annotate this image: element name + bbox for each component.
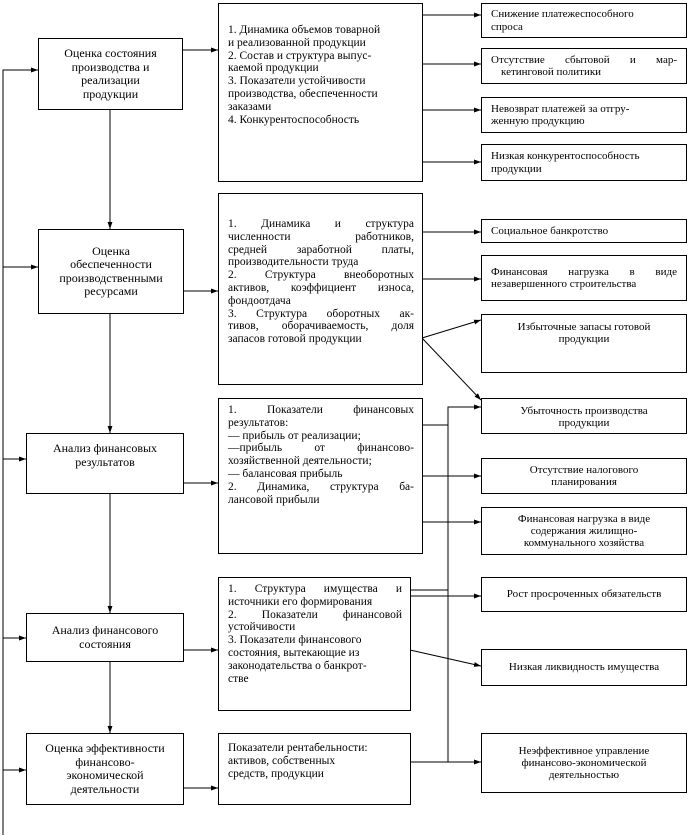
problem-text: Рост просроченных обязательств [506,588,662,601]
indicator-line: хозяйственной деятельности; [228,455,372,468]
problem-text: Убыточность производства продукции [520,405,648,430]
indicators-production-sales [218,3,423,182]
indicator-line: активов, собственных [228,754,336,767]
indicator-line: запасов готовой продукции [228,333,362,346]
indicator-line: 3. Структура оборотных ак- [228,307,414,320]
indicator-line: законодательства о банкрот- [228,659,367,672]
indicator-line: численности работников, [228,230,414,243]
stage-text: Оценка эффективности финансово- экономической деятельности [45,741,165,796]
problem-excess-inventory [481,314,687,373]
stage-resources [38,229,184,314]
problem-text: Снижение платежеспособного спроса [491,8,634,33]
problem-text: Невозврат платежей за отгру- женную продукцию [491,102,630,127]
indicator-line: —прибыль от финансово- [228,442,414,455]
problem-loss-making [481,398,687,434]
link-arrow-i2-p7 [422,320,481,338]
problem-unfinished-construction [481,255,687,301]
indicator-line: производства, обеспеченности [228,87,378,100]
indicators-profitability [218,733,411,805]
problem-payment-default [481,97,687,133]
indicator-line: — балансовая прибыль [228,467,343,480]
indicator-line: состояния, вытекающие из [228,646,360,659]
problem-social-bankruptcy [481,219,687,243]
indicator-line: тивов, оборачиваемость, доля [228,320,414,333]
indicator-line: 2. Динамика, структура ба- [228,480,414,493]
indicators-resources [218,193,423,385]
problem-housing-burden [481,507,687,555]
indicator-line: 2. Структура внеоборотных [228,269,414,282]
indicator-line: 1. Показатели финансовых [228,404,414,416]
problem-text: Низкая ликвидность имущества [508,661,660,674]
indicator-line: 1. Динамика объемов товарной [228,24,381,36]
stage-production-sales [38,38,183,110]
indicator-line: средней заработной платы, [228,243,414,256]
problem-no-marketing [481,48,687,84]
stage-text: Оценка обеспеченности производственными ресурсами [59,243,163,298]
indicator-line: Показатели рентабельности: [228,742,368,754]
indicator-line: и реализованной продукции [228,36,366,49]
problem-low-liquidity [481,649,687,686]
problem-text: Социальное банкротство [491,224,609,237]
indicator-line: — прибыль от реализации; [228,429,361,442]
indicator-line: активов, коэффициент износа, [228,281,414,294]
problem-overdue-obligations [481,577,687,612]
indicator-line: средств, продукции [228,767,324,780]
indicator-line: фондоотдача [228,294,291,307]
link-arrow-i4-p12 [410,650,481,666]
indicator-line: 2. Состав и структура выпус- [228,49,372,62]
indicator-line: 3. Показатели устойчивости [228,75,366,88]
indicator-line: 4. Конкурентоспособность [228,113,360,126]
problem-no-tax-planning [481,458,687,494]
bus-line-i3-p8 [422,407,481,425]
problem-text: Неэффективное управление финансово-экономической деятельностью [518,744,650,782]
problem-text: Низкая конкурентоспособность продукции [491,150,640,175]
indicator-line: 1. Динамика и структура [228,218,414,230]
indicator-line: производительности труда [228,256,359,269]
indicator-line: результатов: [228,416,289,429]
problem-text: Отсутствие налогового планирования [529,463,639,488]
problem-text: Финансовая нагрузка в виде содержания жилищно- коммунального хозяйства [517,512,651,550]
stage-efficiency [26,733,184,805]
stage-text: Анализ финансовых результатов [52,441,158,469]
problem-text: Финансовая нагрузка в виде незавершенного строительства [491,265,677,290]
bus-line-i5-p8 [410,590,448,762]
indicators-financial-results [218,398,423,554]
problem-text: Отсутствие сбытовой и мар- кетинговой политики [491,53,677,78]
stage-financial-condition [26,613,184,662]
problem-demand-decline [481,3,687,38]
indicator-line: заказами [228,100,272,113]
indicator-line: 1. Структура имущества и [228,583,402,595]
indicator-line: лансовой прибыли [228,493,320,506]
indicator-line: каемой продукции [228,62,319,75]
link-arrow-i2-p8 [422,338,481,400]
problem-ineffective-management [481,733,687,793]
indicator-line: стве [228,672,249,685]
stage-text: Оценка состояния производства и реализации продукции [64,46,157,101]
stage-text: Анализ финансового состояния [51,623,159,651]
problem-text: Избыточные запасы готовой продукции [517,321,651,346]
problem-low-competitiveness [481,144,687,181]
indicator-line: источники его формирования [228,595,373,608]
indicators-financial-condition [218,577,411,711]
indicator-line: 2. Показатели финансовой [228,608,402,621]
stage-financial-results [26,433,184,494]
indicator-line: 3. Показатели финансового [228,634,362,647]
indicator-line: устойчивости [228,621,296,634]
